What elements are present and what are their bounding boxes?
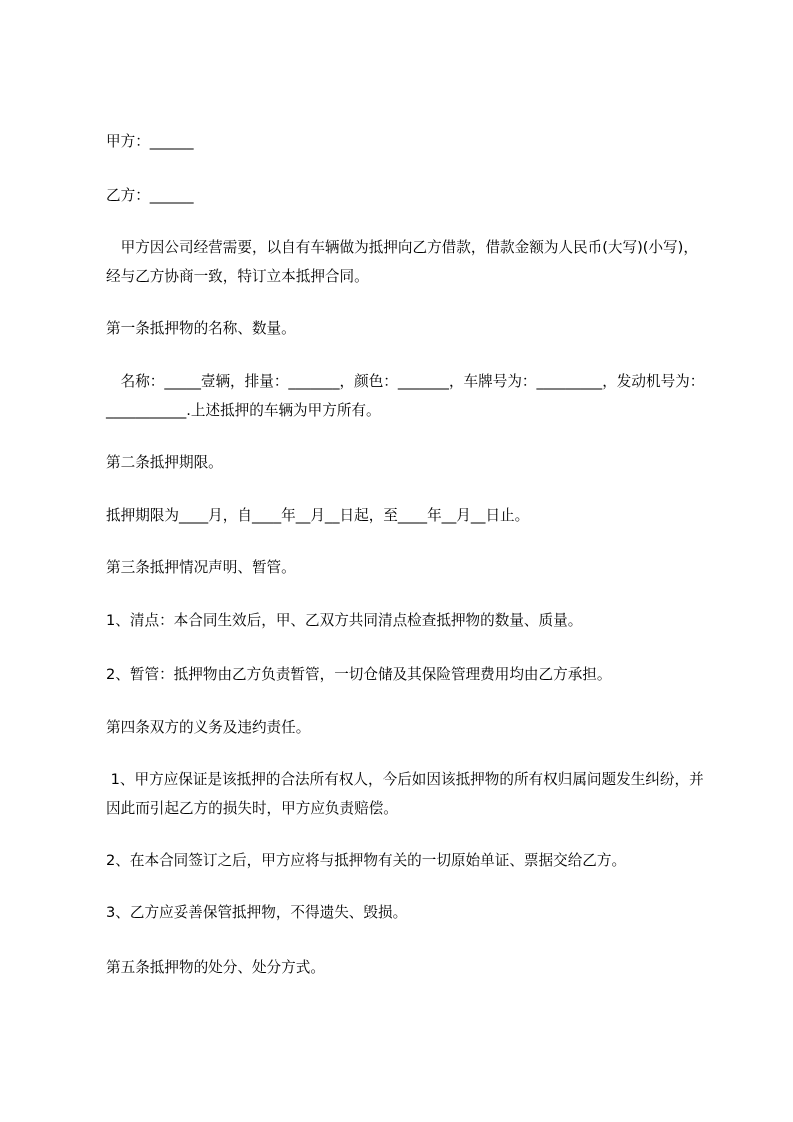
party-a-line: 甲方：______ [106, 133, 194, 150]
article1-title: 第一条抵押物的名称、数量。 [106, 320, 296, 337]
article2-body: 抵押期限为____月，自____年__月__日起，至____年__月__日止。 [106, 507, 530, 524]
article1-body: 名称：_____壹辆，排量：_______，颜色：_______，车牌号为：_________，发动机号为：___________.上述抵押的车辆为甲方所有。 [106, 373, 705, 419]
party-b-line: 乙方：______ [106, 187, 194, 204]
article3-title: 第三条抵押情况声明、暂管。 [106, 559, 296, 576]
article3-item2: 2、暂管：抵押物由乙方负责暂管，一切仓储及其保险管理费用均由乙方承担。 [106, 666, 612, 683]
article4-item2: 2、在本合同签订之后，甲方应将与抵押物有关的一切原始单证、票据交给乙方。 [106, 852, 627, 869]
article4-item1: 1、甲方应保证是该抵押的合法所有权人，今后如因该抵押物的所有权归属问题发生纠纷，并因此而引起乙方的损失时，甲方应负责赔偿。 [106, 771, 704, 817]
article2-title: 第二条抵押期限。 [106, 454, 223, 471]
intro-paragraph: 甲方因公司经营需要，以自有车辆做为抵押向乙方借款，借款金额为人民币(大写)(小写)，经与乙方协商一致，特订立本抵押合同。 [106, 239, 698, 285]
article4-item3: 3、乙方应妥善保管抵押物，不得遗失、毁损。 [106, 904, 408, 921]
article3-item1: 1、清点：本合同生效后，甲、乙双方共同清点检查抵押物的数量、质量。 [106, 612, 583, 629]
article5-title: 第五条抵押物的处分、处分方式。 [106, 959, 325, 976]
article4-title: 第四条双方的义务及违约责任。 [106, 719, 311, 736]
